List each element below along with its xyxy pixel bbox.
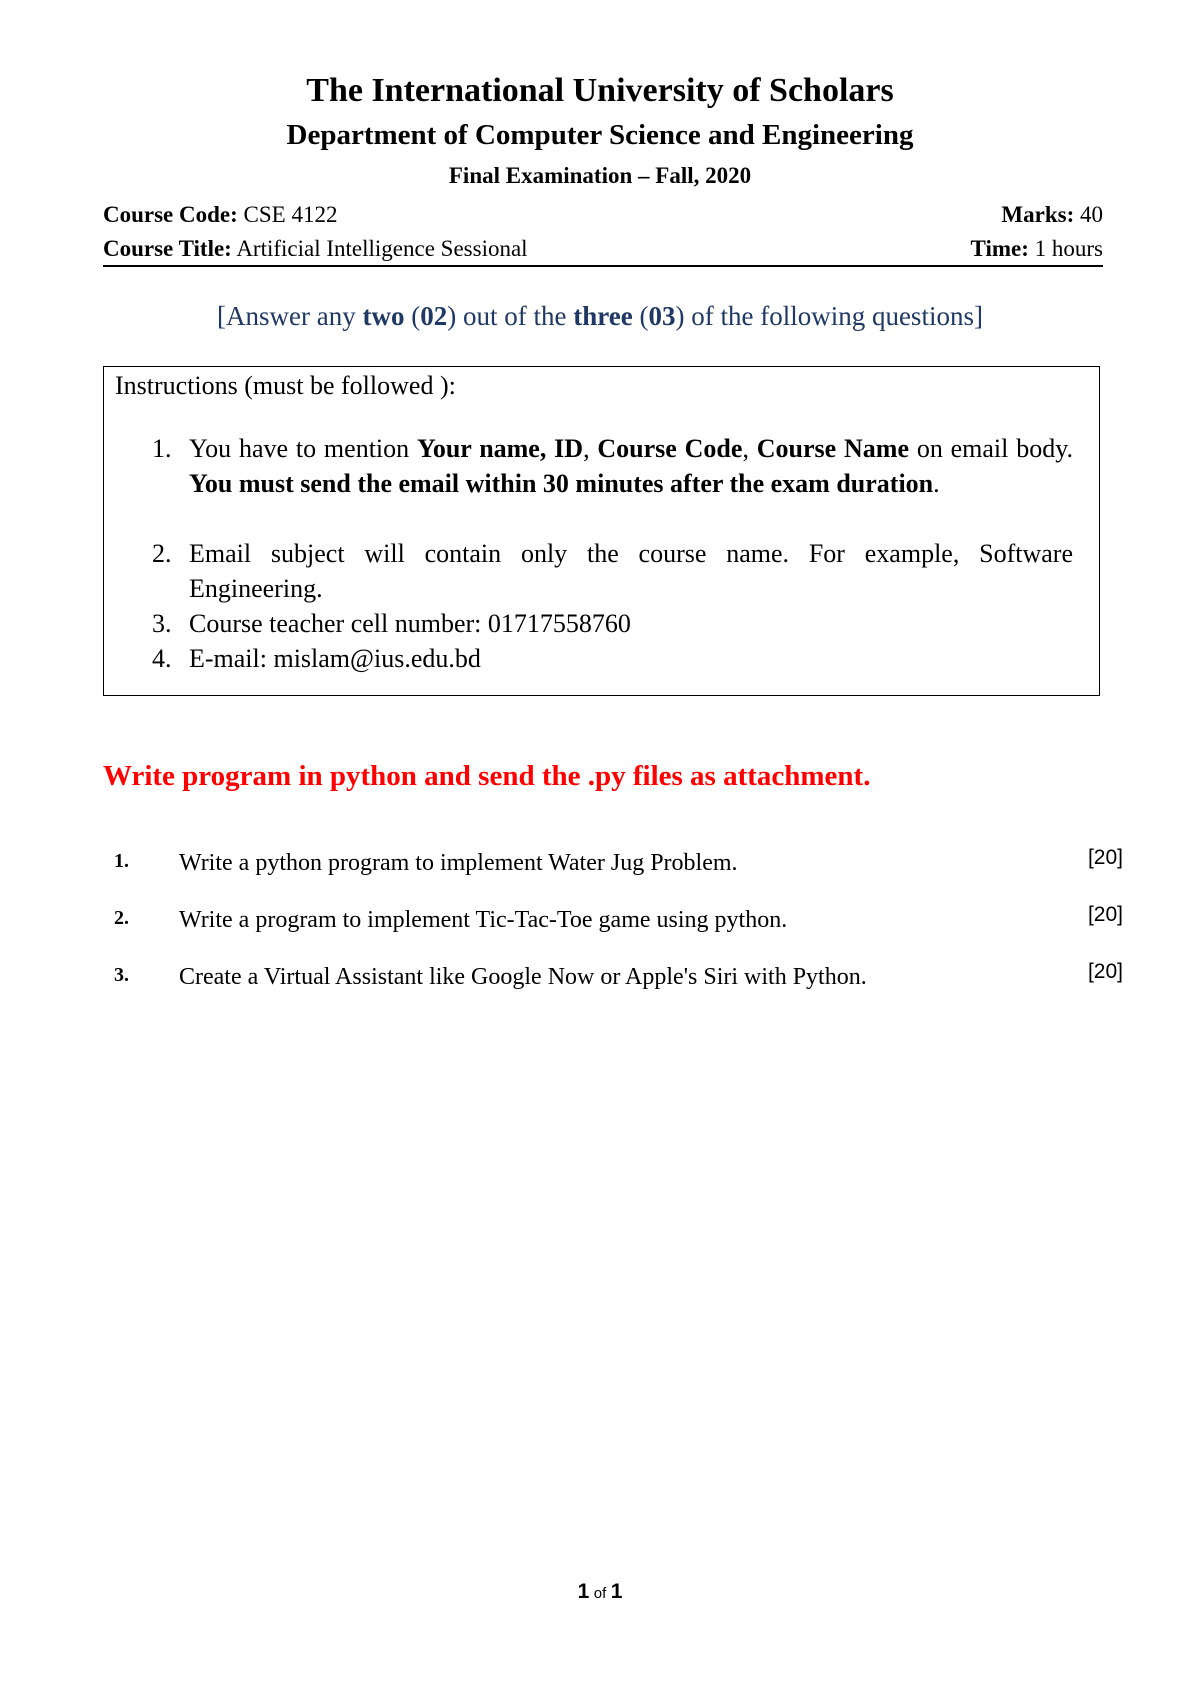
department-name: Department of Computer Science and Engineering: [286, 119, 914, 151]
answer-note-part: (: [632, 301, 649, 331]
instruction-item: [138, 536, 1073, 606]
current-page: 1: [577, 1580, 590, 1603]
question-text: Create a Virtual Assistant like Google Now or Apple's Siri with Python.: [179, 964, 867, 990]
question-marks: [20]: [1087, 903, 1123, 926]
instruction-text-bold: Course Name: [756, 434, 909, 463]
question-row: [103, 960, 1123, 998]
question-text: Write a program to implement Tic-Tac-Toe game using python.: [179, 907, 788, 933]
question-text: Write a python program to implement Water Jug Problem.: [179, 850, 738, 876]
marks-label: Marks:: [1001, 202, 1075, 227]
instruction-number: 1.: [152, 434, 172, 463]
instruction-number: 2.: [152, 539, 172, 568]
answer-note-part: (: [404, 301, 421, 331]
instruction-item: [138, 641, 1073, 676]
instruction-text-part: on email body.: [909, 434, 1074, 463]
instruction-item: [138, 431, 1073, 501]
answer-note-part: ) of the following questions]: [675, 301, 983, 331]
submission-directive: Write program in python and send the .py files as attachment.: [103, 760, 871, 792]
instruction-text: E-mail: mislam@ius.edu.bd: [189, 644, 481, 673]
question-row: [103, 903, 1123, 941]
course-code-label: Course Code:: [103, 202, 238, 227]
answer-note: [0, 301, 1200, 332]
instruction-number: 4.: [152, 644, 172, 673]
instruction-text-bold: Your name, ID: [416, 434, 584, 463]
course-title: [103, 236, 528, 262]
course-title-value: Artificial Intelligence Sessional: [231, 236, 528, 261]
answer-note-bold: two: [362, 301, 405, 331]
time-value: 1 hours: [1028, 236, 1103, 261]
instruction-item: [138, 606, 1073, 641]
question-marks: [20]: [1087, 960, 1123, 983]
instruction-text-part: You have to mention: [189, 434, 417, 463]
instructions-box: [103, 366, 1100, 696]
header-divider: [103, 265, 1103, 267]
total-pages: 1: [610, 1580, 623, 1603]
time-label: Time:: [970, 236, 1029, 261]
question-marks: [20]: [1087, 846, 1123, 869]
question-number: 2.: [114, 907, 129, 929]
instruction-text-part: ,: [742, 434, 757, 463]
marks-value: 40: [1074, 202, 1103, 227]
course-code-value: CSE 4122: [237, 202, 338, 227]
answer-note-bold: three: [573, 301, 633, 331]
instruction-text: Course teacher cell number: 01717558760: [189, 609, 631, 638]
instruction-number: 3.: [152, 609, 172, 638]
page-of: of: [593, 1585, 607, 1602]
question-row: [103, 846, 1123, 884]
question-number: 1.: [114, 850, 129, 872]
page-number: [0, 1580, 1200, 1604]
marks: [1001, 202, 1103, 228]
instructions-title: Instructions (must be followed ):: [115, 371, 456, 400]
exam-title: Final Examination – Fall, 2020: [448, 163, 752, 188]
instruction-text-part: .: [933, 469, 940, 498]
instruction-text: [189, 431, 1073, 501]
course-title-label: Course Title:: [103, 236, 232, 261]
exam-time: [971, 236, 1103, 262]
instruction-text-part: ,: [583, 434, 598, 463]
question-number: 3.: [114, 964, 129, 986]
instruction-text-bold: You must send the email within 30 minutes after the exam duration: [189, 469, 934, 498]
instruction-text-bold: Course Code: [597, 434, 743, 463]
university-name: The International University of Scholars: [306, 72, 894, 109]
answer-note-bold: 02: [420, 301, 448, 331]
answer-note-part: [Answer any: [217, 301, 363, 331]
instruction-text: Email subject will contain only the course name. For example, Software Engineering.: [189, 539, 1073, 603]
course-code: [103, 202, 337, 228]
answer-note-bold: 03: [648, 301, 676, 331]
answer-note-part: ) out of the: [447, 301, 574, 331]
